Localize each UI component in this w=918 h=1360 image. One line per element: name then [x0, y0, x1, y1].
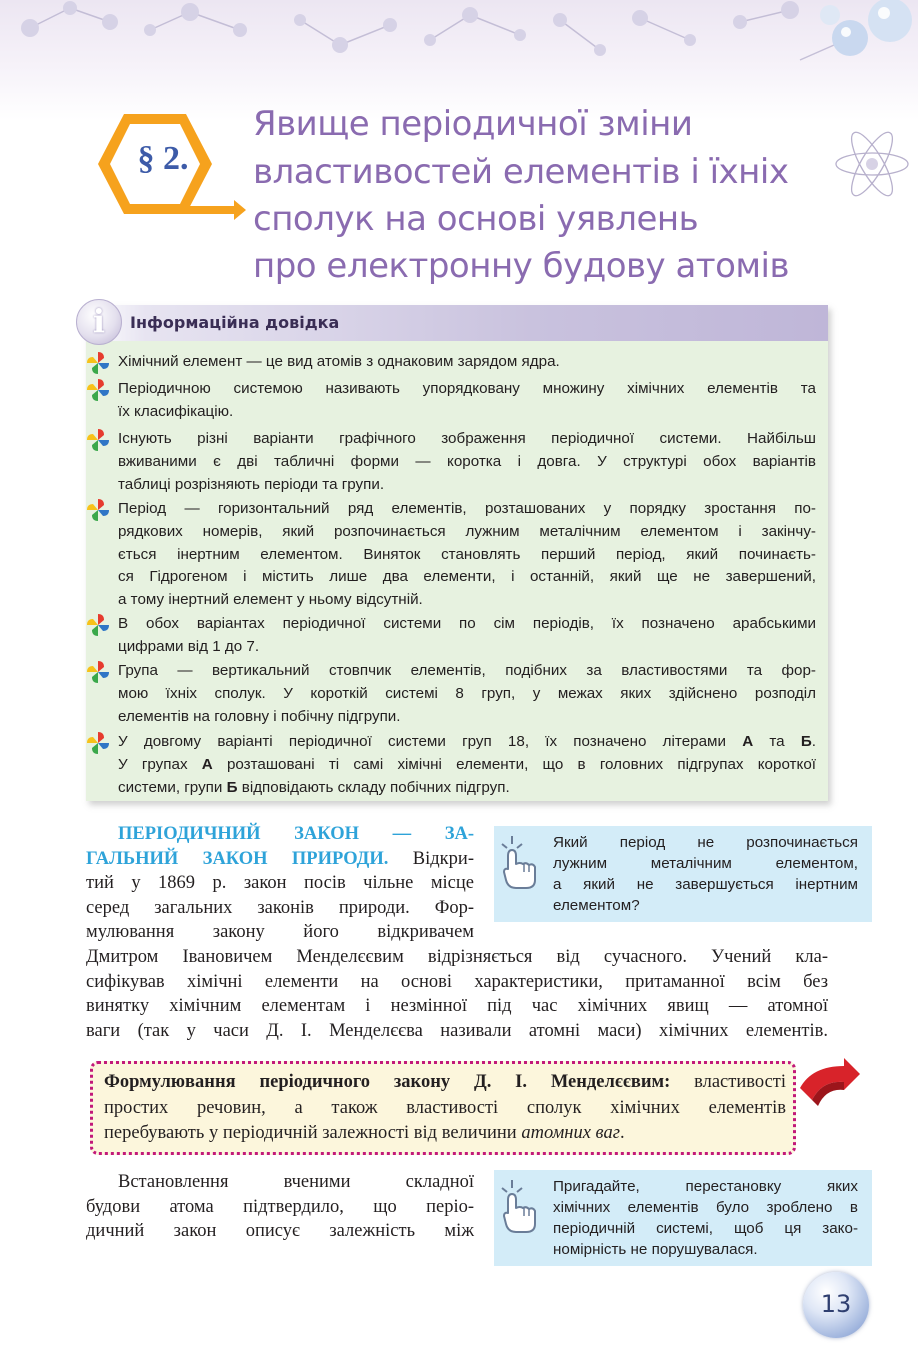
bullet-pinwheel-icon	[86, 378, 110, 402]
header-decoration	[0, 0, 918, 120]
bullet-pinwheel-icon	[86, 351, 110, 375]
bullet-pinwheel-icon	[86, 498, 110, 522]
chapter-title-line-3: сполук на основі уявлень	[253, 199, 699, 239]
info-bullet: Група — вертикальний стовпчик елементів, подібних за властивостями та фор- мою їхніх сполук. У короткій системі 8 груп, у межах яких здійснено розподіл елементів на головну і побічну підгрупи.	[118, 662, 816, 725]
chapter-title-line-2: властивостей елементів і їхніх	[253, 152, 789, 192]
curved-arrow-icon	[794, 1058, 862, 1110]
pointing-hand-icon	[498, 832, 546, 892]
bullet-pinwheel-icon	[86, 660, 110, 684]
paragraph-number: § 2.	[137, 140, 189, 177]
section-atom-structure: Встановлення вченими складної будови атома підтвердило, що періо- дичний закон описує залежність між	[86, 1172, 474, 1242]
pointing-hand-icon	[498, 1176, 546, 1236]
info-title: Інформаційна довідка	[130, 313, 340, 332]
info-bullet: Хімічний елемент — це вид атомів з однаковим зарядом ядра.	[118, 353, 560, 370]
section-heading: ПЕРІОДИЧНИЙ ЗАКОН — ЗА-	[118, 824, 474, 844]
page-number: 13	[820, 1290, 852, 1318]
question-text: Пригадайте, перестановку яких хімічних елементів було зроблено в періодичній системі, щоб ця зако- номірність не порушувалася.	[553, 1178, 858, 1258]
bullet-pinwheel-icon	[86, 731, 110, 755]
question-text: Який період не розпочинається лужним металічним елементом, а який не завершується інертним елементом?	[553, 834, 858, 914]
info-bullet: Періодичною системою називають упорядковану множину хімічних елементів та їх класифікацію.	[118, 380, 816, 420]
info-bullet: Період — горизонтальний ряд елементів, розташованих у порядку зростання по- рядкових номерів, який розпочинається лужним металічним елементом і закінчу- ється інертним елементом. Виняток становлять перший період, який починаєть- ся Гідрогеном і містить лише два елементи, і останній, який ще не завершений, а тому інертний елемент у ньому відсутній.	[118, 500, 816, 609]
info-header	[86, 305, 828, 341]
atom-icon	[832, 128, 912, 200]
bullet-pinwheel-icon	[86, 613, 110, 637]
section-periodic-law-continued: Дмитром Івановичем Менделєєвим відрізняється від сучасного. Учений кла- сифікував хімічні елементи на основі характеристики, притаманної всім без винятку хімічним елементам і незмінної під час хімічних явищ — атомної ваги (так у часи Д. І. Менделєєва називали атомні маси) хімічних елементів.	[86, 947, 828, 1041]
section-periodic-law: ПЕРІОДИЧНИЙ ЗАКОН — ЗА- ГАЛЬНИЙ ЗАКОН ПРИРОДИ. Відкри- тий у 1869 р. закон посів чільне місце серед загальних законів природи. Фор- мулювання закону його відкривачем	[86, 824, 474, 943]
info-bullet: У довгому варіанті періодичної системи груп 18, їх позначено літерами А та Б. У групах А розташовані ті самі хімічні елементи, що в головних підгрупах короткої системи, групи Б відповідають складу побічних підгруп.	[118, 733, 817, 796]
bullet-pinwheel-icon	[86, 428, 110, 452]
chapter-title-line-1: Явище періодичної зміни	[253, 104, 693, 144]
chapter-title-line-4: про електронну будову атомів	[253, 246, 790, 286]
molecule-decoration-icon	[0, 0, 918, 120]
info-bullet: Існують різні варіанти графічного зображення періодичної системи. Найбільш вживаними є дві табличні форми — коротка і довга. У структурі обох варіантів таблиці розрізняють періоди та групи.	[118, 430, 816, 493]
law-definition-text: Формулювання періодичного закону Д. І. Менделєєвим: властивості простих речовин, а також властивості сполук хімічних елементів перебувають у періодичній залежності від величини атомних ваг.	[104, 1072, 787, 1143]
info-icon: i	[76, 299, 122, 345]
info-bullet: В обох варіантах періодичної системи по сім періодів, їх позначено арабськими цифрами від 1 до 7.	[118, 615, 816, 655]
